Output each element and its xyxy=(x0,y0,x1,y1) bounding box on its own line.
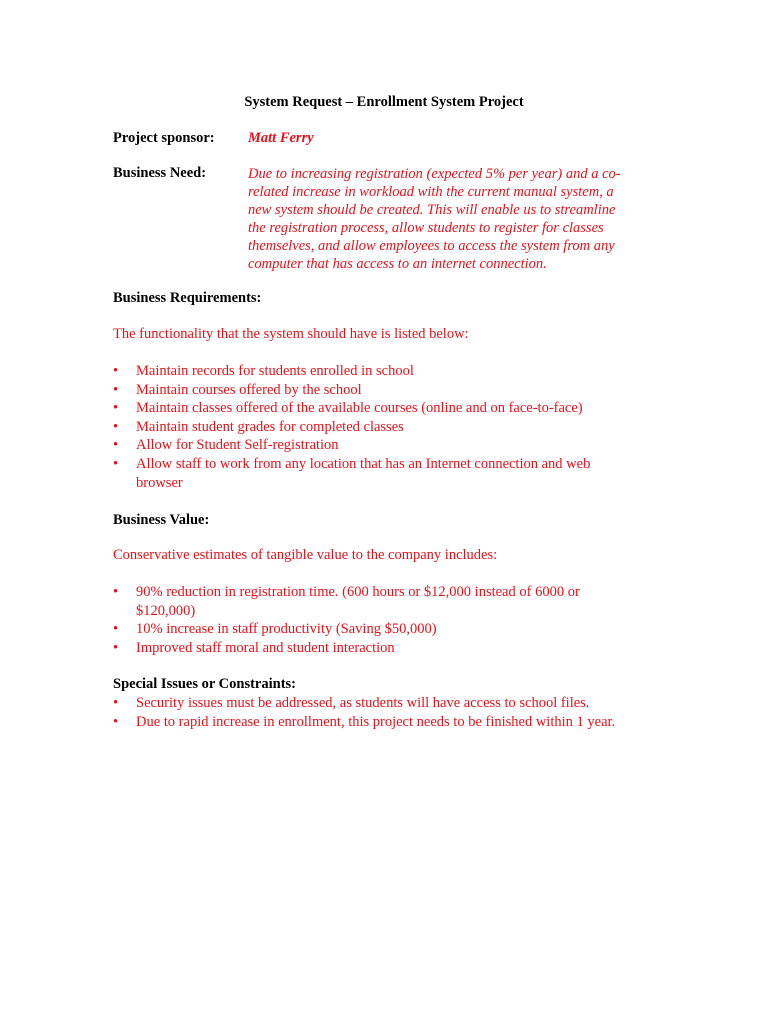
business-requirements-heading: Business Requirements: xyxy=(113,290,262,306)
business-value-intro: Conservative estimates of tangible value to the company includes: xyxy=(113,547,498,563)
business-requirements-list xyxy=(113,362,633,492)
constraint-item: • Due to rapid increase in enrollment, this project needs to be finished within 1 year. xyxy=(113,713,616,730)
business-need-text xyxy=(248,165,648,273)
bullet-icon: • xyxy=(113,418,119,435)
requirement-item: • Maintain classes offered of the available courses (online and on face-to-face) xyxy=(113,400,583,417)
value-item: • Improved staff moral and student interaction xyxy=(113,639,395,656)
requirement-item: • Allow for Student Self-registration xyxy=(113,437,339,454)
bullet-icon: • xyxy=(113,455,119,472)
business-need-label: Business Need: xyxy=(113,165,207,181)
constraints-heading: Special Issues or Constraints: xyxy=(113,676,297,692)
bullet-icon: • xyxy=(113,713,119,730)
business-need-line: themselves, and allow employees to access the system from any xyxy=(248,238,615,254)
business-need-line: computer that has access to an internet connection. xyxy=(248,256,547,272)
requirement-item: • Maintain courses offered by the school xyxy=(113,381,362,398)
value-item: • 90% reduction in registration time. (600 hours or $12,000 instead of 6000 or $120,000) xyxy=(113,584,580,619)
business-need-line: related increase in workload with the current manual system, a xyxy=(248,184,614,200)
bullet-icon: • xyxy=(113,363,119,379)
requirement-item: • Allow staff to work from any location that has an Internet connection and web browser xyxy=(113,455,591,491)
bullet-icon: • xyxy=(113,621,119,638)
document-title: System Request – Enrollment System Project xyxy=(244,94,524,110)
business-value-list xyxy=(113,583,633,657)
constraints-list xyxy=(113,694,633,731)
bullet-icon: • xyxy=(113,437,119,454)
business-need-line: Due to increasing registration (expected 5% per year) and a co- xyxy=(248,166,621,182)
constraint-item: • Security issues must be addressed, as students will have access to school files. xyxy=(113,695,590,711)
bullet-icon: • xyxy=(113,584,119,600)
business-requirements-intro: The functionality that the system should have is listed below: xyxy=(113,326,469,342)
business-need-line: the registration process, allow students to register for classes xyxy=(248,220,604,236)
bullet-icon: • xyxy=(113,400,119,417)
project-sponsor-label: Project sponsor: xyxy=(113,130,215,146)
business-value-heading: Business Value: xyxy=(113,512,210,528)
bullet-icon: • xyxy=(113,695,119,711)
value-item: • 10% increase in staff productivity (Saving $50,000) xyxy=(113,621,437,638)
bullet-icon: • xyxy=(113,381,119,398)
requirement-item: • Maintain records for students enrolled in school xyxy=(113,363,414,379)
bullet-icon: • xyxy=(113,639,119,656)
project-sponsor-value: Matt Ferry xyxy=(248,130,314,146)
requirement-item: • Maintain student grades for completed classes xyxy=(113,418,404,435)
business-need-line: new system should be created. This will enable us to streamline xyxy=(248,202,616,218)
